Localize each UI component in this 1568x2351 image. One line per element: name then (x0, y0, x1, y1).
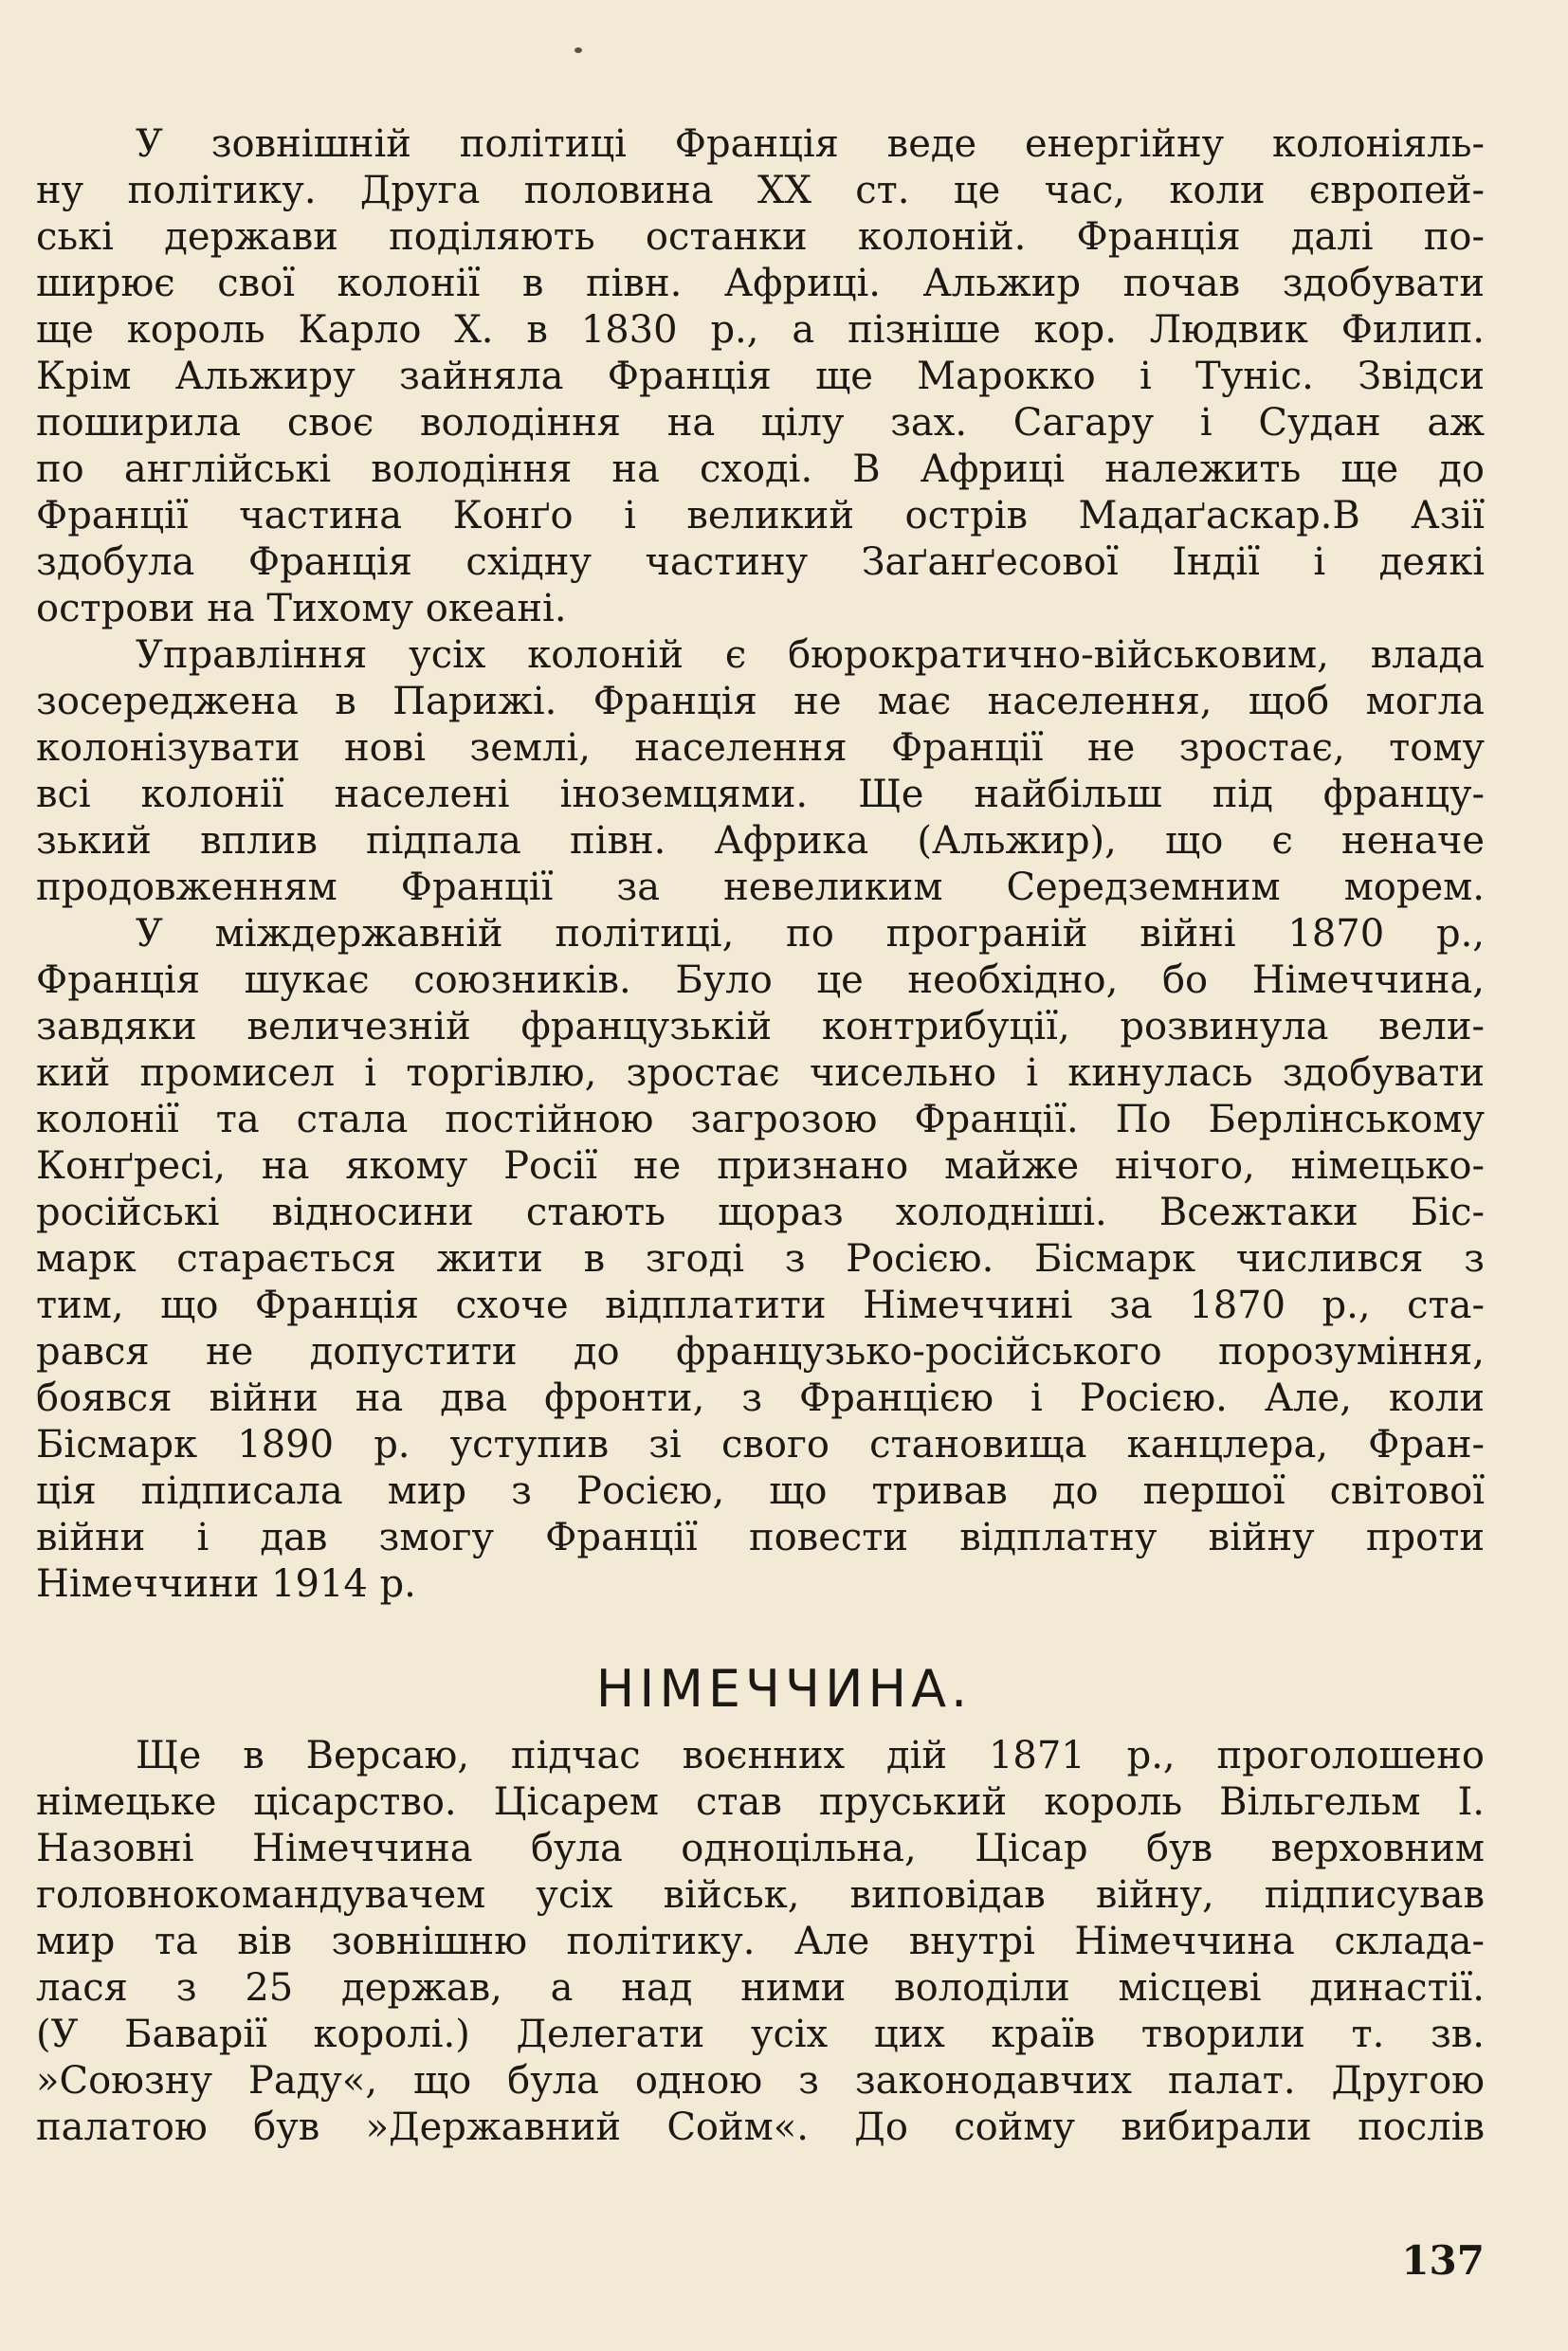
text-line: всі колонії населені іноземцями. Ще найбільш під францу- (36, 773, 1485, 816)
text-line: Назовні Німеччина була одноцільна, Цісар був верховним (36, 1827, 1485, 1870)
text-line: острови на Тихому океані. (36, 587, 567, 630)
text-line: поширила своє володіння на цілу зах. Сагару і Судан аж (36, 401, 1485, 445)
text-line: колонізувати нові землі, населення Франції не зростає, тому (36, 726, 1485, 770)
text-line: Франція шукає союзників. Було це необхідно, бо Німеччина, (36, 958, 1485, 1002)
text-line: по англійські володіння на сході. В Африці належить ще до (36, 447, 1485, 491)
text-line: »Союзну Раду«, що була одною з законодавчих палат. Другою (36, 2059, 1485, 2103)
text-line: ські держави поділяють останки колоній. Франція далі по- (36, 215, 1485, 259)
text-line: Бісмарк 1890 р. уступив зі свого становища канцлера, Фран- (36, 1423, 1485, 1467)
print-speck (574, 47, 582, 53)
section-heading: НІМЕЧЧИНА. (595, 1659, 973, 1719)
paragraph-german-empire (36, 1733, 1485, 2151)
text-line: німецьке цісарство. Цісарем став пруський король Вільгельм І. (36, 1780, 1485, 1824)
text-line: лася з 25 держав, а над ними володіли місцеві династії. (36, 1966, 1485, 2010)
text-line: ну політику. Друга половина XX ст. це час, коли європей- (36, 169, 1485, 212)
paragraph-french-colonial-policy (36, 121, 1485, 632)
text-line: Франції частина Конґо і великий острів Мадаґаскар.В Азії (36, 494, 1485, 538)
text-line: мир та вів зовнішню політику. Але внутрі Німеччина склада- (36, 1920, 1485, 1963)
text-line: (У Баварії королі.) Делегати усіх цих країв творили т. зв. (36, 2013, 1485, 2056)
text-line: колонії та стала постійною загрозою Франції. По Берлінському (36, 1098, 1485, 1141)
text-line: завдяки величезній французькій контрибуції, розвинула вели- (36, 1005, 1485, 1048)
text-line: зосереджена в Парижі. Франція не має населення, щоб могла (36, 680, 1485, 723)
text-line: ще король Карло X. в 1830 р., а пізніше кор. Людвик Филип. (36, 308, 1485, 352)
text-line: ширює свої колонії в півн. Африці. Альжир почав здобувати (36, 262, 1485, 305)
text-line: головнокомандувачем усіх військ, виповідав війну, підписував (36, 1873, 1485, 1917)
text-line: російські відносини стають щораз холодніші. Всежтаки Біс- (36, 1191, 1485, 1234)
page-number: 137 (1401, 2237, 1485, 2284)
text-line: здобула Франція східну частину Заґанґесової Індії і деякі (36, 540, 1485, 584)
text-line: ція підписала мир з Росією, що тривав до першої світової (36, 1469, 1485, 1513)
text-line: зький вплив підпала півн. Африка (Альжир), що є неначе (36, 819, 1485, 863)
text-line: палатою був »Державний Сойм«. До сойму вибирали послів (36, 2105, 1485, 2149)
text-line: Ще в Версаю, підчас воєнних дій 1871 р., проголошено (136, 1734, 1485, 1777)
text-line: марк старається жити в згоді з Росією. Бісмарк числився з (36, 1237, 1485, 1281)
text-after-heading (36, 1733, 1485, 2151)
text-line: кий промисел і торгівлю, зростає чисельно і кинулась здобувати (36, 1051, 1485, 1095)
text-line: боявся війни на два фронти, з Францією і Росією. Але, коли (36, 1376, 1485, 1420)
text-line: тим, що Франція схоче відплатити Німеччині за 1870 р., ста- (36, 1284, 1485, 1327)
text-line: продовженням Франції за невеликим Середземним морем. (36, 866, 1485, 909)
text-line: війни і дав змогу Франції повести відплатну війну проти (36, 1516, 1485, 1559)
paragraph-colonial-administration (36, 632, 1485, 911)
text-before-heading (36, 121, 1485, 1608)
text-line: У зовнішній політиці Франція веде енергійну колоніяль- (136, 122, 1485, 166)
text-line: Крім Альжиру зайняла Франція ще Марокко і Туніс. Звідси (36, 355, 1485, 398)
paragraph-international-policy (36, 911, 1485, 1608)
text-line: Конґресі, на якому Росії не признано майже нічого, німецько- (36, 1144, 1485, 1188)
text-line: рався не допустити до французько-російського порозуміння, (36, 1330, 1485, 1374)
text-line: Німеччини 1914 р. (36, 1562, 416, 1606)
text-line: У міждержавній політиці, по програній війні 1870 р., (136, 912, 1485, 956)
text-line: Управління усіх колоній є бюрократично-військовим, влада (136, 633, 1485, 677)
